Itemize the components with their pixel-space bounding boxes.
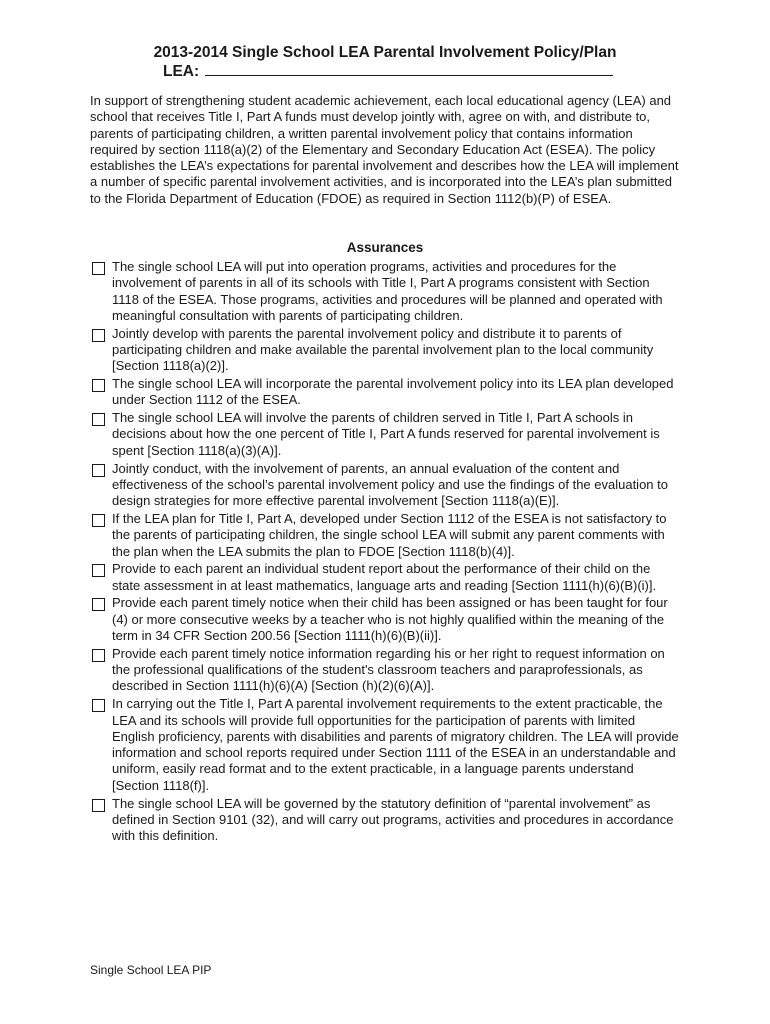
assurance-text: The single school LEA will be governed by the statutory definition of “parental involvement” as defined in Section 9101 (32), and will carry out programs, activities and procedures in accordance with this definition.: [112, 795, 674, 844]
assurance-text: Jointly develop with parents the parental involvement policy and distribute it to parents of participating children and make available the parental involvement plan to the local community [Section 1118(a)(2)].: [112, 325, 654, 374]
assurance-item: [90, 461, 680, 510]
assurances-heading: Assurances: [346, 240, 424, 255]
assurance-checkbox[interactable]: [92, 329, 105, 342]
assurance-item: [90, 595, 680, 644]
assurance-checkbox[interactable]: [92, 598, 105, 611]
assurance-checkbox[interactable]: [92, 464, 105, 477]
assurances-list: [90, 259, 680, 846]
assurance-item: [90, 259, 680, 324]
assurance-text: Jointly conduct, with the involvement of parents, an annual evaluation of the content and effectiveness of the school’s parental involvement policy and use the findings of the evaluation to design strategies for more effective parental involvement [Section 1118(a)(E)].: [112, 460, 668, 509]
assurance-text: Provide to each parent an individual student report about the performance of their child on the state assessment in at least mathematics, language arts and reading [Section 1111(h)(6)(B)(i)].: [112, 561, 657, 593]
assurance-item: [90, 326, 680, 375]
assurance-checkbox[interactable]: [92, 799, 105, 812]
page-footer: Single School LEA PIP: [90, 963, 212, 977]
assurance-text: The single school LEA will involve the parents of children served in Title I, Part A schools in decisions about how the one percent of Title I, Part A funds reserved for parental involvement is spent [Section 1118(a)(3)(A)].: [112, 410, 660, 458]
assurance-item: [90, 511, 680, 560]
assurance-checkbox[interactable]: [92, 413, 105, 426]
assurance-item: [90, 696, 680, 794]
assurance-item: [90, 561, 680, 594]
lea-blank-line[interactable]: [205, 62, 613, 76]
lea-field: [163, 62, 613, 81]
assurance-text: Provide each parent timely notice when their child has been assigned or has been taught for four (4) or more consecutive weeks by a teacher who is not highly qualified within the meaning of the term in 34 CFR Section 200.56 [Section 1111(h)(6)(B)(ii)].: [112, 595, 668, 644]
assurance-text: Provide each parent timely notice information regarding his or her right to request information on the professional qualifications of the student's classroom teachers and paraprofessionals, as described in Section 1111(h)(6)(A) [Section (h)(2)(6)(A)].: [112, 645, 665, 694]
assurance-text: The single school LEA will put into operation programs, activities and procedures for the involvement of parents in all of its schools with Title I, Part A programs consistent with Section 1118 of the ESEA. Those programs, activities and procedures will be planned and operated with meaningful consultation with parents of participating children.: [112, 259, 663, 323]
assurance-text: The single school LEA will incorporate the parental involvement policy into its LEA plan developed under Section 1112 of the ESEA.: [112, 376, 674, 408]
intro-paragraph: In support of strengthening student academic achievement, each local educational agency (LEA) and school that receives Title I, Part A funds must develop jointly with, agree on with, and distribute to, parents of participating children, a written parental involvement policy that contains information required by section 1118(a)(2) of the Elementary and Secondary Education Act (ESEA). The policy establishes the LEA’s expectations for parental involvement and describes how the LEA will implement a number of specific parental involvement activities, and is incorporated into the LEA’s plan submitted to the Florida Department of Education (FDOE) as required in Section 1112(b)(P) of ESEA.: [90, 93, 679, 206]
assurance-item: [90, 646, 680, 695]
assurance-text: In carrying out the Title I, Part A parental involvement requirements to the extent practicable, the LEA and its schools will provide full opportunities for the participation of parents with limited English proficiency, parents with disabilities and parents of migratory children. The LEA will provide information and school reports required under Section 1111 of the ESEA in an understandable and uniform, easily read format and to the extent practicable, in a language parents understand [Section 1118(f)].: [112, 696, 679, 793]
assurance-text: If the LEA plan for Title I, Part A, developed under Section 1112 of the ESEA is not satisfactory to the parents of participating children, the single school LEA will submit any parent comments with the plan when the LEA submits the plan to FDOE [Section 1118(b)(4)].: [112, 510, 667, 559]
assurance-checkbox[interactable]: [92, 564, 105, 577]
assurance-item: [90, 410, 680, 459]
assurance-checkbox[interactable]: [92, 262, 105, 275]
assurance-item: [90, 376, 680, 409]
assurance-checkbox[interactable]: [92, 699, 105, 712]
page-title: 2013-2014 Single School LEA Parental Involvement Policy/Plan: [153, 44, 617, 61]
lea-label: LEA:: [163, 63, 200, 80]
assurance-item: [90, 796, 680, 845]
assurance-checkbox[interactable]: [92, 514, 105, 527]
assurance-checkbox[interactable]: [92, 649, 105, 662]
assurance-checkbox[interactable]: [92, 379, 105, 392]
